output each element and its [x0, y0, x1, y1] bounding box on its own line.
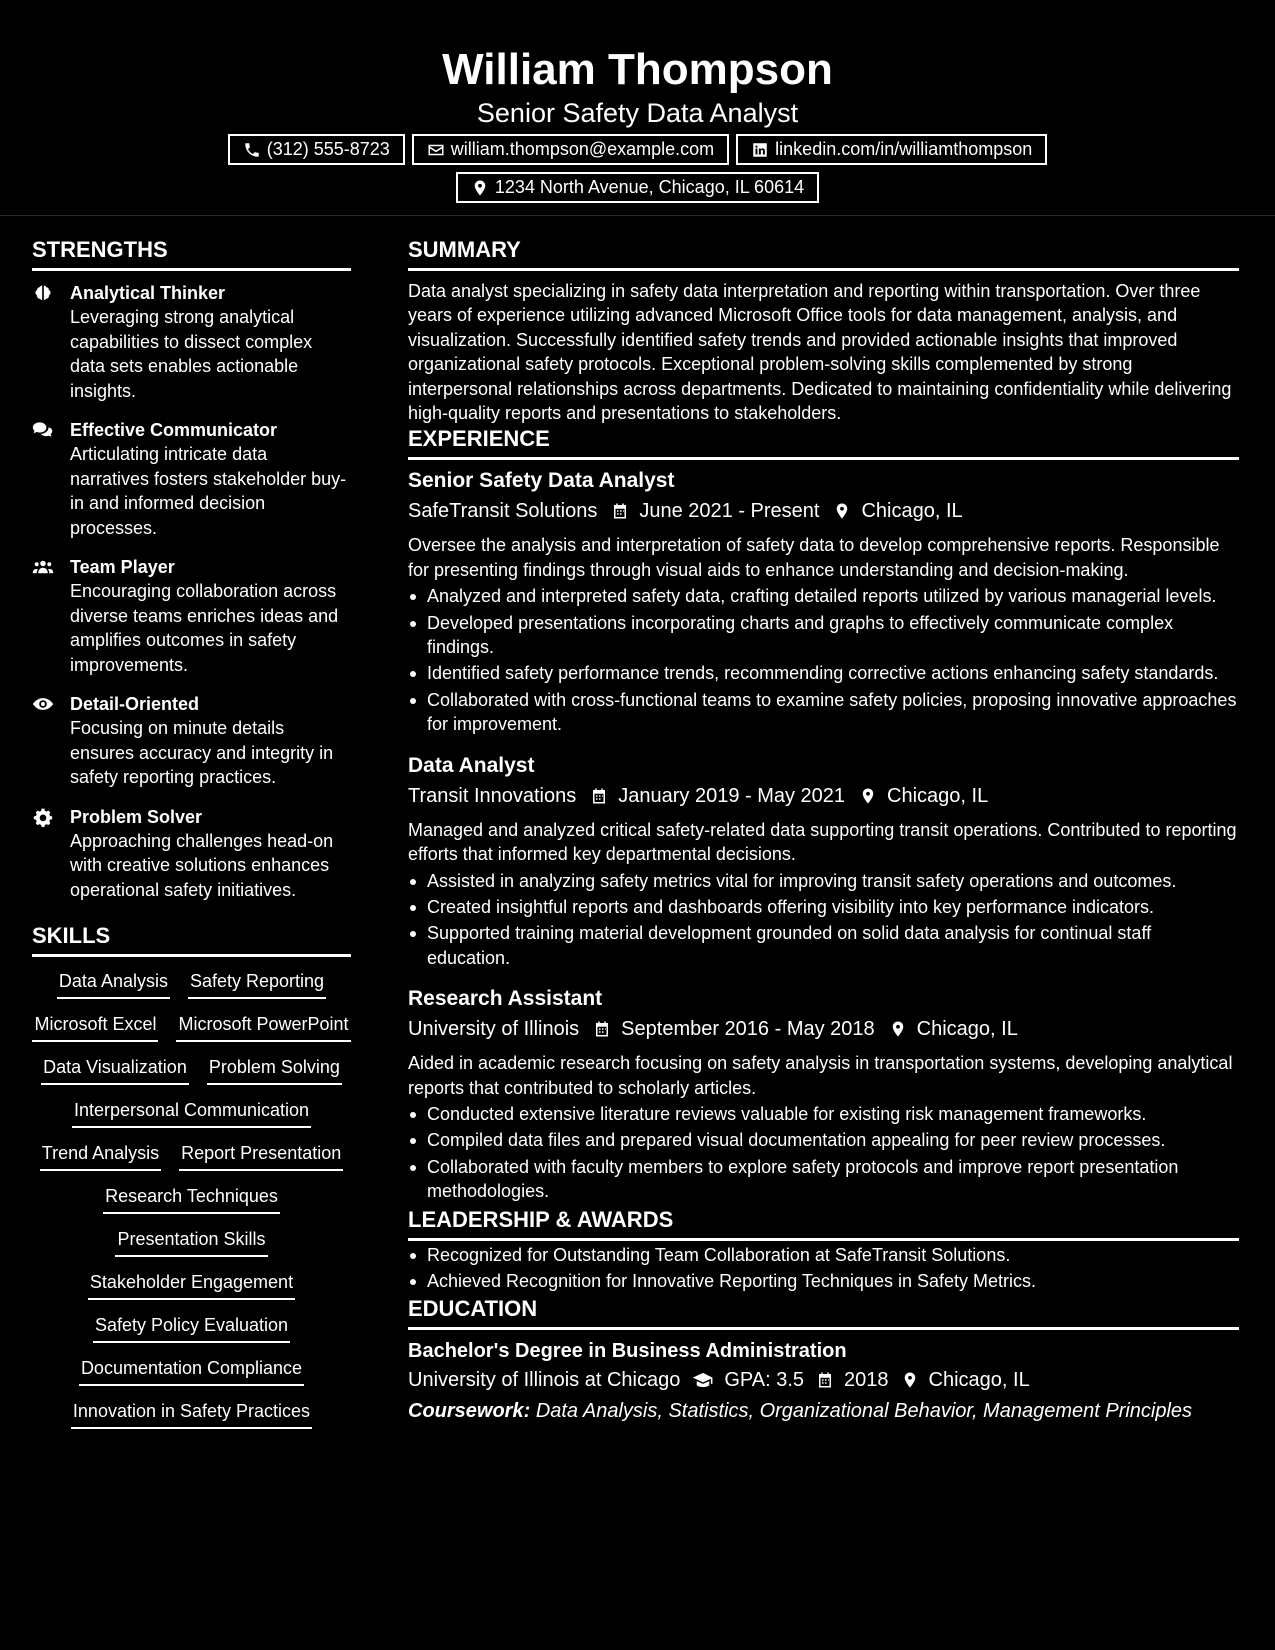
coursework	[408, 1397, 1239, 1425]
linkedin-text: linkedin.com/in/williamthompson	[775, 139, 1033, 159]
skill-tag: Microsoft Excel	[32, 1012, 158, 1042]
skill-tag: Data Analysis	[57, 969, 170, 999]
coursework-label: Coursework:	[408, 1400, 531, 1423]
strength-item	[32, 805, 351, 903]
skill-tag: Trend Analysis	[40, 1141, 161, 1171]
phone-icon	[243, 141, 261, 159]
job-bullets	[408, 584, 1239, 736]
calendar-icon	[816, 1370, 834, 1390]
skill-tag: Data Visualization	[41, 1055, 189, 1085]
strength-item	[32, 281, 351, 403]
envelope-icon	[427, 141, 445, 159]
skill-tag: Safety Reporting	[188, 969, 326, 999]
skill-tag: Research Techniques	[103, 1184, 280, 1214]
right-column	[408, 236, 1239, 1425]
strength-title: Effective Communicator	[70, 420, 278, 440]
skill-tag: Safety Policy Evaluation	[93, 1313, 290, 1343]
map-pin-icon	[859, 786, 877, 806]
job-title: Research Assistant	[408, 987, 603, 1011]
map-pin-icon	[833, 501, 851, 521]
candidate-name: William Thompson	[442, 45, 833, 94]
job-description: Oversee the analysis and interpretation of safety data to develop comprehensive reports. Responsible for presenting findings through visual aids to enhance understanding and decision-making.	[408, 535, 1220, 580]
map-pin-icon	[901, 1370, 919, 1390]
comments-icon	[32, 420, 54, 440]
degree-title: Bachelor's Degree in Business Administration	[408, 1340, 847, 1363]
calendar-icon	[611, 501, 629, 521]
bullet-item: Collaborated with faculty members to explore safety protocols and improve report presentation methodologies.	[408, 1155, 1239, 1204]
skill-tag: Presentation Skills	[115, 1227, 267, 1257]
brain-icon	[32, 283, 54, 303]
bullet-item: Supported training material development grounded on solid data analysis for continual staff education.	[408, 921, 1239, 970]
strength-desc: Leveraging strong analytical capabilities to dissect complex data sets enables actionable insights.	[70, 307, 313, 401]
graduation-year: 2018	[844, 1369, 889, 1392]
strength-title: Analytical Thinker	[70, 283, 226, 303]
address-text: 1234 North Avenue, Chicago, IL 60614	[494, 177, 805, 197]
skill-tag: Report Presentation	[179, 1141, 343, 1171]
leadership-heading: LEADERSHIP & AWARDS	[408, 1206, 1239, 1241]
strength-desc: Focusing on minute details ensures accuracy and integrity in safety reporting practices.	[70, 718, 334, 787]
bullet-item: Developed presentations incorporating charts and graphs to effectively communicate complex findings.	[408, 611, 1239, 660]
job-entry	[408, 986, 1239, 1203]
bullet-item: Compiled data files and prepared visual documentation appealing for peer review processes.	[408, 1128, 1239, 1152]
summary-text: Data analyst specializing in safety data interpretation and reporting within transportation. Over three years of experience utilizing advanced Microsoft Office tools for data management, analysis, and visualization. Successfully identified safety trends and provided actionable insights that improved organizational safety protocols. Exceptional problem-solving skills complemented by strong interpersonal relationships across departments. Dedicated to maintaining confidentiality while delivering high-quality reports and presentations to stakeholders.	[408, 281, 1232, 424]
skills-heading: SKILLS	[32, 922, 351, 957]
job-company: SafeTransit Solutions	[408, 500, 598, 523]
address-chip[interactable]	[456, 172, 819, 203]
school-name: University of Illinois at Chicago	[408, 1369, 681, 1392]
job-location: Chicago, IL	[916, 1018, 1018, 1041]
calendar-icon	[590, 786, 608, 806]
skill-tag: Problem Solving	[207, 1055, 342, 1085]
award-item: Achieved Recognition for Innovative Reporting Techniques in Safety Metrics.	[408, 1269, 1239, 1293]
job-title: Data Analyst	[408, 753, 535, 777]
job-location: Chicago, IL	[887, 784, 989, 807]
job-description: Managed and analyzed critical safety-related data supporting transit operations. Contributed to reporting efforts that informed key departmental decisions.	[408, 819, 1237, 865]
strength-item	[32, 692, 351, 790]
bullet-item: Identified safety performance trends, recommending corrective actions enhancing safety standards.	[408, 661, 1239, 685]
experience-heading: EXPERIENCE	[408, 425, 1239, 460]
job-entry	[408, 468, 1239, 736]
job-dates: September 2016 - May 2018	[621, 1018, 875, 1041]
strength-item	[32, 418, 351, 540]
job-meta	[408, 497, 1239, 525]
phone-chip[interactable]	[228, 134, 405, 165]
phone-text: (312) 555-8723	[266, 139, 390, 159]
candidate-title: Senior Safety Data Analyst	[476, 98, 799, 128]
job-bullets	[408, 869, 1239, 971]
education-meta	[408, 1366, 1239, 1394]
job-meta	[408, 782, 1239, 810]
job-meta	[408, 1015, 1239, 1043]
skill-tag: Interpersonal Communication	[72, 1098, 311, 1128]
award-item: Recognized for Outstanding Team Collaboration at SafeTransit Solutions.	[408, 1243, 1239, 1267]
strength-item	[32, 555, 351, 677]
eye-icon	[32, 694, 54, 714]
job-dates: June 2021 - Present	[639, 500, 820, 523]
map-pin-icon	[889, 1019, 907, 1039]
job-company: Transit Innovations	[408, 784, 577, 807]
education-heading: EDUCATION	[408, 1295, 1239, 1330]
summary-heading: SUMMARY	[408, 236, 1239, 271]
gpa-text: GPA: 3.5	[724, 1369, 805, 1392]
calendar-icon	[593, 1019, 611, 1039]
education-location: Chicago, IL	[928, 1369, 1030, 1392]
skill-tag: Stakeholder Engagement	[88, 1270, 295, 1300]
job-location: Chicago, IL	[861, 500, 963, 523]
strengths-heading: STRENGTHS	[32, 236, 351, 271]
graduation-cap-icon	[692, 1370, 714, 1390]
job-dates: January 2019 - May 2021	[618, 784, 846, 807]
job-description: Aided in academic research focusing on safety analysis in transportation systems, developing analytical reports that contributed to scholarly articles.	[408, 1053, 1233, 1098]
strengths-list	[32, 281, 351, 902]
job-entry	[408, 753, 1239, 970]
bullet-item: Created insightful reports and dashboards offering visibility into key performance indicators.	[408, 895, 1239, 919]
email-text: william.thompson@example.com	[450, 139, 715, 159]
strength-desc: Approaching challenges head-on with creative solutions enhances operational safety initiatives.	[70, 830, 334, 900]
skills-list	[32, 969, 351, 1429]
contact-row	[0, 134, 1275, 165]
map-pin-icon	[471, 179, 489, 197]
linkedin-chip[interactable]	[736, 134, 1047, 165]
job-company: University of Illinois	[408, 1018, 580, 1041]
bullet-item: Analyzed and interpreted safety data, crafting detailed reports utilized by various managerial levels.	[408, 584, 1239, 608]
skill-tag: Documentation Compliance	[79, 1356, 304, 1386]
contact-row-address	[0, 172, 1275, 203]
job-title: Senior Safety Data Analyst	[408, 469, 675, 493]
gear-icon	[32, 807, 54, 827]
bullet-item: Collaborated with cross-functional teams to examine safety policies, proposing innovative approaches for improvement.	[408, 688, 1239, 737]
strength-title: Team Player	[70, 557, 175, 577]
left-column	[32, 236, 351, 1429]
strength-title: Problem Solver	[70, 806, 203, 827]
resume-header	[0, 0, 1275, 216]
bullet-item: Conducted extensive literature reviews valuable for existing risk management frameworks.	[408, 1102, 1239, 1126]
strength-desc: Articulating intricate data narratives fosters stakeholder buy-in and informed decision processes.	[70, 444, 347, 538]
coursework-list: Data Analysis, Statistics, Organizational Behavior, Management Principles	[535, 1400, 1193, 1423]
linkedin-icon	[751, 141, 769, 159]
leadership-list	[408, 1243, 1239, 1294]
email-chip[interactable]	[412, 134, 729, 165]
job-bullets	[408, 1102, 1239, 1204]
strength-title: Detail-Oriented	[70, 694, 200, 714]
bullet-item: Assisted in analyzing safety metrics vital for improving transit safety operations and outcomes.	[408, 869, 1239, 893]
skill-tag: Innovation in Safety Practices	[71, 1399, 312, 1429]
strength-desc: Encouraging collaboration across diverse teams enriches ideas and amplifies outcomes in safety improvements.	[70, 581, 339, 675]
skill-tag: Microsoft PowerPoint	[176, 1012, 350, 1042]
users-icon	[32, 557, 54, 577]
